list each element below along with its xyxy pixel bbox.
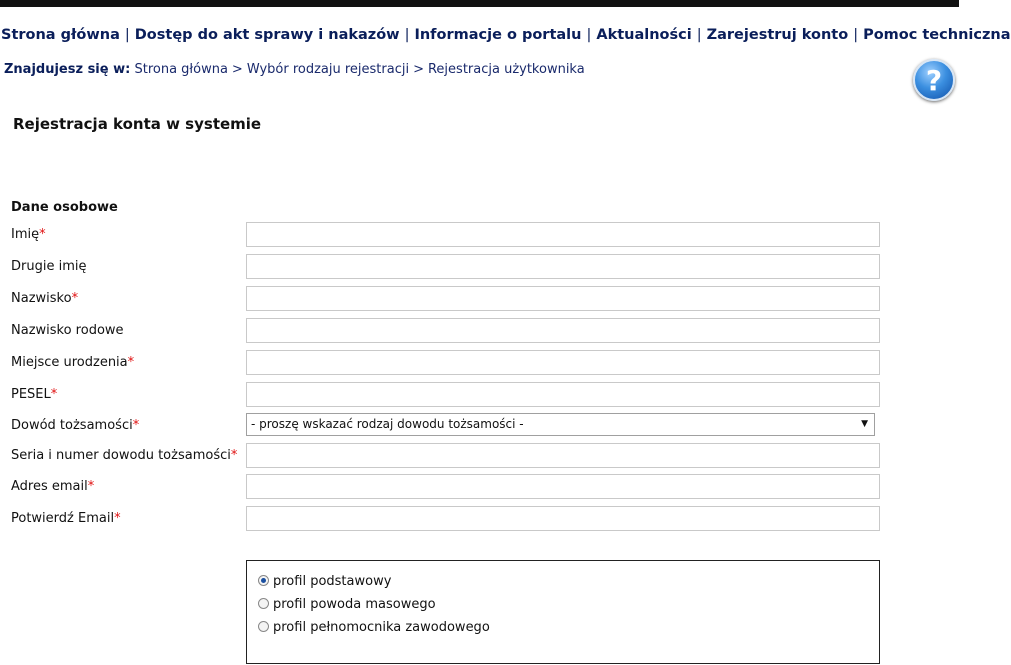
nav-link-register[interactable]: Zarejestruj konto <box>706 27 849 43</box>
radio-unselected-icon[interactable] <box>258 598 269 609</box>
pesel-input[interactable] <box>246 382 880 407</box>
form-row-maiden-name <box>0 318 959 344</box>
radio-unselected-icon[interactable] <box>258 621 269 632</box>
form-row-first-name <box>0 222 959 248</box>
nav-link-portal-info[interactable]: Informacje o portalu <box>414 27 582 43</box>
page-title: Rejestracja konta w systemie <box>13 115 262 133</box>
form-row-id-document <box>0 413 959 439</box>
nav-link-news[interactable]: Aktualności <box>596 27 692 43</box>
profile-option-mass-plaintiff[interactable] <box>258 597 436 612</box>
main-nav <box>1 27 1011 43</box>
radio-selected-icon[interactable] <box>258 575 269 586</box>
birthplace-input[interactable] <box>246 350 880 375</box>
maiden-name-input[interactable] <box>246 318 880 343</box>
breadcrumb-prefix: Znajdujesz się w: <box>4 62 131 77</box>
nav-link-case-access[interactable]: Dostęp do akt sprawy i nakazów <box>134 27 400 43</box>
field-label: Imię <box>11 227 40 242</box>
id-number-input[interactable] <box>246 443 880 468</box>
required-marker: * <box>71 291 79 306</box>
breadcrumb-item-home[interactable]: Strona główna <box>134 62 228 77</box>
form-row-last-name <box>0 286 959 312</box>
profile-option-label: profil pełnomocnika zawodowego <box>273 620 490 635</box>
email-input[interactable] <box>246 474 880 499</box>
breadcrumb-separator: > <box>413 62 424 77</box>
nav-separator: | <box>586 27 592 43</box>
chevron-down-icon[interactable]: ▼ <box>861 419 868 429</box>
section-title-personal-data: Dane osobowe <box>11 200 118 215</box>
field-label: Seria i numer dowodu tożsamości <box>11 448 231 463</box>
required-marker: * <box>50 387 58 402</box>
field-label: Miejsce urodzenia <box>11 355 128 370</box>
form-row-middle-name <box>0 254 959 280</box>
id-document-select[interactable] <box>246 413 875 436</box>
field-label: Nazwisko rodowe <box>11 323 124 338</box>
last-name-input[interactable] <box>246 286 880 311</box>
nav-separator: | <box>696 27 702 43</box>
profile-option-label: profil powoda masowego <box>273 597 436 612</box>
nav-link-tech-support[interactable]: Pomoc techniczna <box>863 27 1011 43</box>
profile-type-group <box>246 560 880 664</box>
breadcrumb <box>4 62 585 77</box>
nav-link-home[interactable]: Strona główna <box>1 27 120 43</box>
form-row-pesel <box>0 382 959 408</box>
required-marker: * <box>127 355 135 370</box>
email-confirm-input[interactable] <box>246 506 880 531</box>
first-name-input[interactable] <box>246 222 880 247</box>
nav-separator: | <box>124 27 130 43</box>
nav-separator: | <box>404 27 410 43</box>
question-mark-icon[interactable]: ? <box>913 59 955 101</box>
field-label: PESEL <box>11 387 51 402</box>
field-label: Potwierdź Email <box>11 511 115 526</box>
required-marker: * <box>114 511 121 526</box>
field-label: Adres email <box>11 479 88 494</box>
field-label: Drugie imię <box>11 259 87 274</box>
form-row-email <box>0 474 959 500</box>
form-row-email-confirm <box>0 506 959 532</box>
required-marker: * <box>230 448 238 463</box>
required-marker: * <box>87 479 95 494</box>
required-marker: * <box>132 418 140 433</box>
top-bar <box>0 0 959 7</box>
field-label: Dowód tożsamości <box>11 418 133 433</box>
profile-option-basic[interactable] <box>258 574 391 589</box>
nav-separator: | <box>853 27 859 43</box>
profile-option-label: profil podstawowy <box>273 574 392 589</box>
profile-option-professional-attorney[interactable] <box>258 620 490 635</box>
breadcrumb-separator: > <box>231 62 243 77</box>
id-document-select-value: - proszę wskazać rodzaj dowodu tożsamości - <box>251 417 524 431</box>
form-row-id-number <box>0 443 959 469</box>
middle-name-input[interactable] <box>246 254 880 279</box>
field-label: Nazwisko <box>11 291 72 306</box>
breadcrumb-item-current: Rejestracja użytkownika <box>427 62 585 77</box>
required-marker: * <box>39 227 46 242</box>
breadcrumb-item-registration-type[interactable]: Wybór rodzaju rejestracji <box>246 62 410 77</box>
form-row-birthplace <box>0 350 959 376</box>
